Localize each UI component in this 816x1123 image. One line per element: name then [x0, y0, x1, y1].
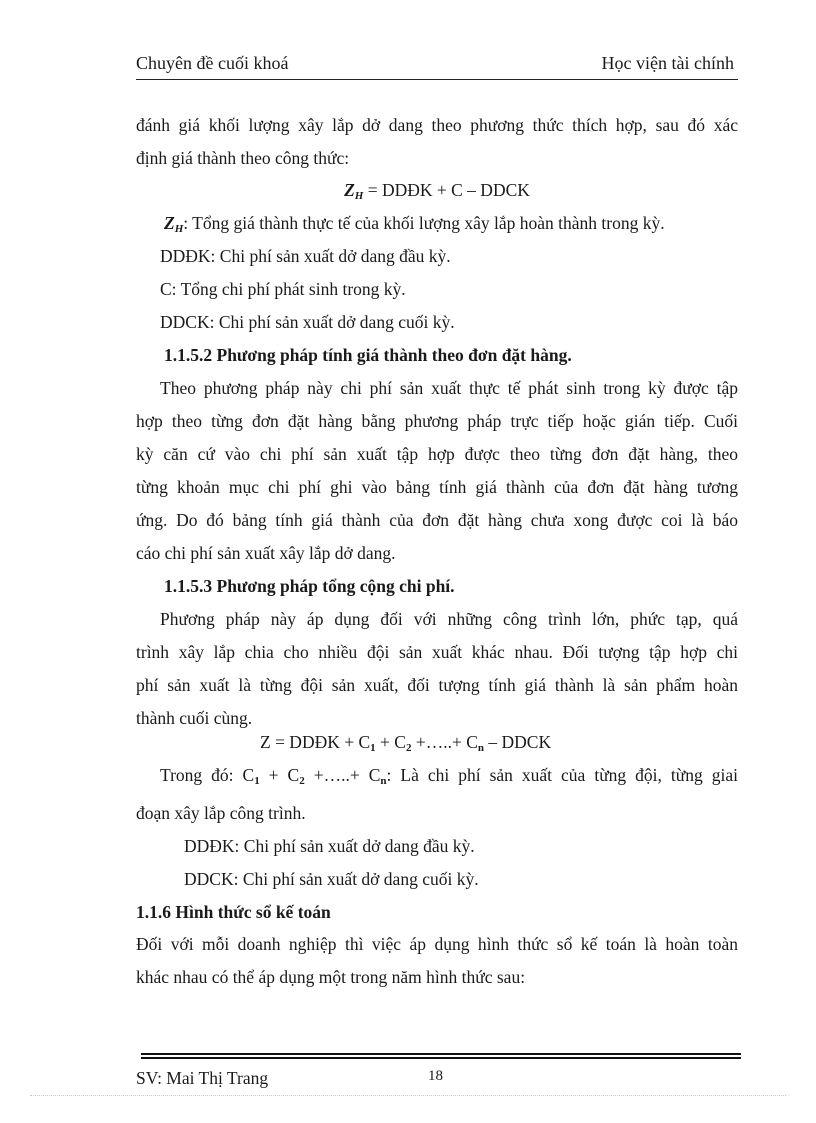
paragraph-line: Theo phương pháp này chi phí sản xuất thực tế phát sinh trong kỳ được tập [160, 378, 738, 398]
paragraph-line: đoạn xây lắp công trình. [136, 803, 306, 823]
page-bottom-edge [30, 1095, 786, 1096]
page-number: 18 [428, 1068, 443, 1084]
definition-text: : Tổng giá thành thực tế của khối lượng xây lắp hoàn thành trong kỳ. [183, 213, 665, 233]
formula-body: = DDĐK + C – DDCK [363, 180, 530, 200]
definition-line [164, 213, 665, 235]
formula-subscript: H [354, 190, 364, 202]
section-heading: 1.1.6 Hình thức sổ kế toán [136, 902, 331, 922]
paragraph-line: định giá thành theo công thức: [136, 148, 350, 168]
paragraph-line: thành cuối cùng. [136, 708, 253, 728]
definition-line: DDCK: Chi phí sản xuất dở dang cuối kỳ. [160, 312, 455, 332]
paragraph-line: trình xây lắp chia cho nhiều đội sản xuất khác nhau. Đối tượng tập hợp chi [136, 642, 738, 662]
footer-divider [141, 1057, 741, 1059]
paragraph-line: từng khoản mục chi phí ghi vào bảng tính giá thành của đơn đặt hàng tương [136, 477, 738, 497]
formula-subscript: H [174, 223, 184, 235]
footer-student-name: SV: Mai Thị Trang [136, 1068, 269, 1088]
formula-part: – DDCK [484, 732, 552, 752]
section-heading: 1.1.5.3 Phương pháp tổng cộng chi phí. [164, 576, 455, 596]
paragraph-line: hợp theo từng đơn đặt hàng bằng phương pháp trực tiếp hoặc gián tiếp. Cuối [136, 411, 738, 431]
paragraph-line: kỳ căn cứ vào chi phí sản xuất tập hợp được theo từng đơn đặt hàng, theo [136, 444, 738, 464]
page-header [136, 53, 736, 77]
formula-symbol: Z [164, 213, 175, 233]
formula-part: +…..+ C [411, 732, 478, 752]
formula-part: + C [375, 732, 406, 752]
paragraph-line: đánh giá khối lượng xây lắp dở dang theo phương thức thích hợp, sau đó xác [136, 115, 738, 135]
paragraph-line: phí sản xuất là từng đội sản xuất, đối tượng tính giá thành là sản phẩm hoàn [136, 675, 738, 695]
header-divider [136, 79, 738, 80]
paragraph-line: cáo chi phí sản xuất xây lắp dở dang. [136, 543, 396, 563]
definition-line: DDĐK: Chi phí sản xuất dở dang đầu kỳ. [184, 836, 475, 856]
definition-line: DDĐK: Chi phí sản xuất dở dang đầu kỳ. [160, 246, 451, 266]
paragraph-line: Phương pháp này áp dụng đối với những công trình lớn, phức tạp, quá [160, 609, 738, 629]
paragraph-line: Đối với mỗi doanh nghiệp thì việc áp dụng hình thức sổ kế toán là hoàn toàn [136, 934, 738, 954]
formula-total-cost [136, 180, 738, 202]
formula-subscript: 2 [299, 775, 305, 787]
section-heading: 1.1.5.2 Phương pháp tính giá thành theo đơn đặt hàng. [164, 345, 572, 365]
formula-subscript: 2 [405, 742, 412, 754]
formula-subscript: 1 [370, 742, 376, 754]
footer-divider [141, 1053, 741, 1055]
paragraph-line [160, 765, 738, 787]
header-title-right: Học viện tài chính [601, 53, 734, 73]
formula-subscript: 1 [254, 775, 260, 787]
formula-subscript: n [477, 742, 484, 754]
text-part: + C [259, 765, 300, 785]
definition-line: DDCK: Chi phí sản xuất dở dang cuối kỳ. [184, 869, 479, 889]
header-title-left: Chuyên đề cuối khoá [136, 53, 289, 73]
text-part: +…..+ C [304, 765, 381, 785]
formula-subscript: n [380, 775, 387, 787]
paragraph-line: ứng. Do đó bảng tính giá thành của đơn đặt hàng chưa xong được coi là báo [136, 510, 738, 530]
formula-symbol: Z [344, 180, 355, 200]
paragraph-line: khác nhau có thể áp dụng một trong năm hình thức sau: [136, 967, 526, 987]
definition-line: C: Tổng chi phí phát sinh trong kỳ. [160, 279, 406, 299]
text-part: Trong đó: C [160, 765, 255, 785]
formula-part: Z = DDĐK + C [260, 732, 371, 752]
formula-total-cost-sum [260, 732, 551, 754]
text-part: : Là chi phí sản xuất của từng đội, từng giai [386, 765, 738, 785]
